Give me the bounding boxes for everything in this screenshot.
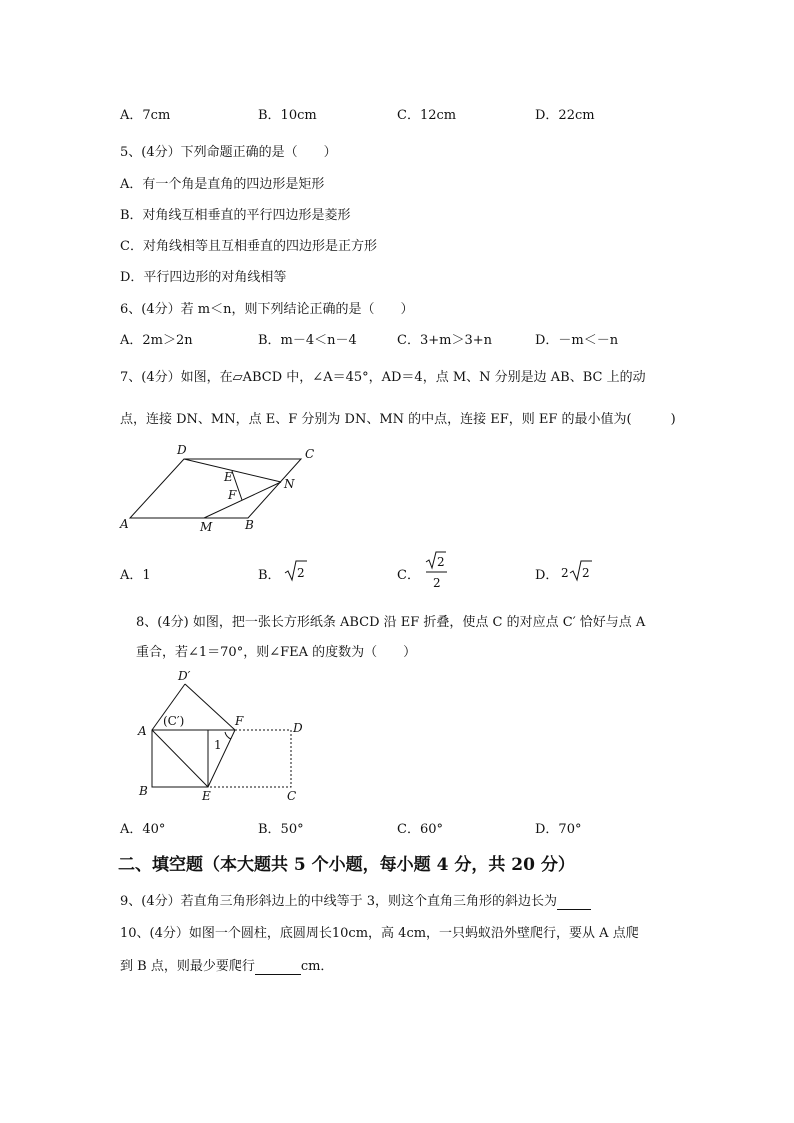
label-d: D xyxy=(177,443,187,457)
q8-option-b: B．50° xyxy=(258,822,304,837)
q7-option-d-sqrt xyxy=(560,558,594,584)
q7-option-c xyxy=(397,564,420,583)
sqrt-coefficient: 2 xyxy=(561,566,569,580)
label-a: A xyxy=(138,724,147,738)
q7-option-b-sqrt xyxy=(284,558,308,584)
label-n: N xyxy=(284,477,295,491)
segment-mn xyxy=(204,482,281,518)
label-d: D xyxy=(293,721,303,735)
parallelogram-abcd xyxy=(130,459,301,518)
q7-option-c-fraction xyxy=(424,550,450,592)
q5-stem: 5、(4分）下列命题正确的是（ ） xyxy=(120,145,337,160)
q10-prefix: 到 B 点，则最少要爬行 xyxy=(120,959,255,974)
q9-answer-blank[interactable] xyxy=(557,894,591,910)
label-angle-1: 1 xyxy=(214,738,222,752)
label-f: F xyxy=(228,488,237,502)
sqrt-radicand: 2 xyxy=(297,566,305,580)
q6-stem: 6、(4分）若 m＜n，则下列结论正确的是（ ） xyxy=(120,302,414,317)
fraction-denominator: 2 xyxy=(433,576,441,590)
label-b: B xyxy=(245,518,254,532)
label-d-prime: D′ xyxy=(178,669,191,683)
q4-option-a: A．7cm xyxy=(120,108,171,123)
q7-stem-line2: 点，连接 DN、MN，点 E、F 分别为 DN、MN 的中点，连接 EF，则 EF 的最小值为( ) xyxy=(120,412,676,427)
q7-option-b xyxy=(258,564,281,583)
q5-option-a: A．有一个角是直角的四边形是矩形 xyxy=(120,177,325,192)
label-c-prime: (C′) xyxy=(163,714,185,728)
label-e: E xyxy=(224,470,233,484)
angle-1-arc xyxy=(225,732,231,739)
q10-suffix: cm． xyxy=(300,959,334,974)
q6-option-b: B．m－4＜n－4 xyxy=(258,333,357,348)
q9-text: 9、(4分）若直角三角形斜边上的中线等于 3，则这个直角三角形的斜边长为 xyxy=(120,894,558,909)
q10-stem-line2 xyxy=(120,955,333,975)
q5-option-b: B．对角线互相垂直的平行四边形是菱形 xyxy=(120,208,351,223)
label-m: M xyxy=(200,520,213,534)
q10-stem-line1: 10、(4分）如图一个圆柱，底圆周长10cm，高 4cm，一只蚂蚁沿外壁爬行，要从 A 点爬 xyxy=(120,926,639,941)
q9-stem xyxy=(120,890,591,910)
q5-option-d: D．平行四边形的对角线相等 xyxy=(120,270,287,285)
fraction-numerator-radicand: 2 xyxy=(437,555,445,569)
q6-option-d: D．－m＜－n xyxy=(535,333,619,348)
q7-option-d-label: D． xyxy=(535,568,559,583)
q7-stem-line1: 7、(4分）如图，在▱ABCD 中，∠A＝45°，AD＝4，点 M、N 分别是边 AB、BC 上的动 xyxy=(120,370,646,385)
q8-option-d: D．70° xyxy=(535,822,582,837)
section-2-title: 二、填空题（本大题共 5 个小题，每小题 4 分，共 20 分） xyxy=(118,855,575,875)
label-e: E xyxy=(202,789,211,803)
q7-parallelogram-figure xyxy=(118,438,328,538)
segment-d-prime-f xyxy=(185,684,235,730)
label-b: B xyxy=(139,784,148,798)
label-a: A xyxy=(120,517,129,531)
label-c: C xyxy=(305,447,315,461)
q10-answer-blank[interactable] xyxy=(255,959,301,975)
label-f: F xyxy=(235,714,244,728)
q8-option-a: A．40° xyxy=(120,822,166,837)
label-c: C xyxy=(287,789,297,803)
q7-option-c-label: C． xyxy=(397,568,420,583)
sqrt-radicand: 2 xyxy=(582,566,590,580)
q8-stem-line2: 重合，若∠1＝70°，则∠FEA 的度数为（ ） xyxy=(136,645,417,660)
q8-folded-rectangle-figure xyxy=(130,662,320,804)
q4-option-b: B．10cm xyxy=(258,108,317,123)
q4-option-c: C．12cm xyxy=(397,108,457,123)
q7-option-a: A．1 xyxy=(120,568,151,583)
q5-option-c: C．对角线相等且互相垂直的四边形是正方形 xyxy=(120,239,377,254)
segment-ae xyxy=(152,730,208,787)
q8-stem-line1: 8、(4分) 如图，把一张长方形纸条 ABCD 沿 EF 折叠，使点 C 的对应点 C′ 恰好与点 A xyxy=(136,615,646,630)
q4-option-d: D．22cm xyxy=(535,108,595,123)
q8-option-c: C．60° xyxy=(397,822,443,837)
q6-option-a: A．2m＞2n xyxy=(120,333,193,348)
q6-option-c: C．3+m＞3+n xyxy=(397,333,492,348)
q7-option-b-label: B． xyxy=(258,568,281,583)
q7-option-d xyxy=(535,564,558,583)
